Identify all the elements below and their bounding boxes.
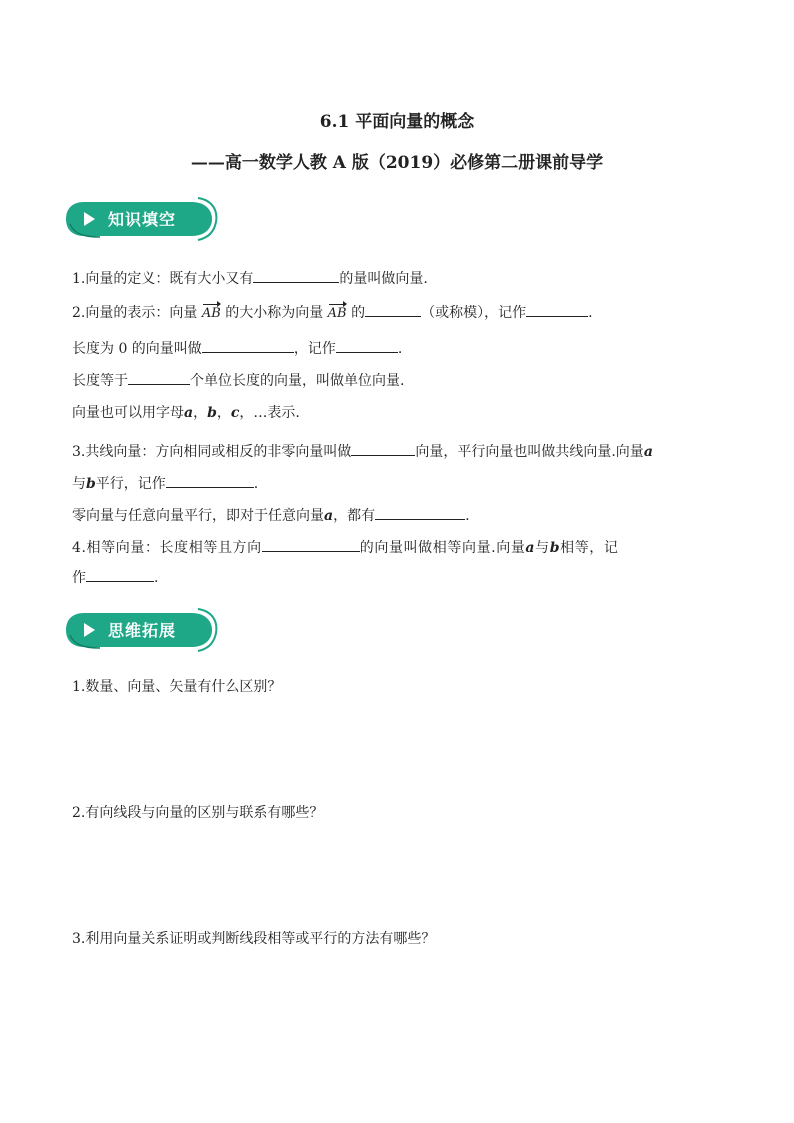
answer-blank[interactable] [128, 370, 190, 385]
vector-ab: AB [327, 306, 347, 321]
page-title: 6.1 平面向量的概念 [319, 112, 475, 132]
answer-blank[interactable] [375, 505, 465, 520]
answer-blank[interactable] [253, 268, 339, 283]
line-equal-notation: 作 . [72, 567, 158, 587]
line-zero-vector: 长度为 0 的向量叫做 ，记作 . [72, 338, 402, 358]
question-4: 4.相等向量：长度相等且方向 的向量叫做相等向量.向量a与b相等，记 [72, 537, 619, 557]
line-letters: 向量也可以用字母a，b，c，…表示. [72, 405, 300, 421]
answer-blank[interactable] [336, 338, 398, 353]
section-label-knowledge: 知识填空 [108, 210, 177, 229]
section-label-thinking: 思维拓展 [108, 621, 177, 640]
question-2: 2.向量的表示：向量 AB 的大小称为向量 AB 的 （或称模），记作 . [72, 302, 593, 323]
think-question-1: 1.数量、向量、矢量有什么区别？ [72, 679, 282, 695]
question-1: 1.向量的定义：既有大小又有 的量叫做向量. [72, 268, 428, 288]
line-parallel: 与b平行，记作 . [72, 473, 258, 493]
section-badge-knowledge [60, 196, 218, 242]
answer-blank[interactable] [351, 441, 415, 456]
answer-blank[interactable] [365, 302, 421, 317]
line-unit-vector: 长度等于 个单位长度的向量，叫做单位向量. [72, 370, 404, 390]
answer-blank[interactable] [86, 567, 154, 582]
answer-blank[interactable] [262, 537, 360, 552]
answer-blank[interactable] [526, 302, 588, 317]
vector-ab: AB [201, 306, 221, 321]
answer-blank[interactable] [202, 338, 294, 353]
answer-blank[interactable] [166, 473, 254, 488]
question-3: 3.共线向量：方向相同或相反的非零向量叫做 向量，平行向量也叫做共线向量.向量a [72, 441, 653, 461]
think-question-3: 3.利用向量关系证明或判断线段相等或平行的方法有哪些？ [72, 931, 436, 947]
think-question-2: 2.有向线段与向量的区别与联系有哪些？ [72, 805, 324, 821]
page-subtitle: ——高一数学人教 A 版（2019）必修第二册课前导学 [190, 153, 604, 173]
section-badge-thinking [60, 607, 218, 653]
line-zero-parallel: 零向量与任意向量平行，即对于任意向量a，都有 . [72, 505, 470, 525]
